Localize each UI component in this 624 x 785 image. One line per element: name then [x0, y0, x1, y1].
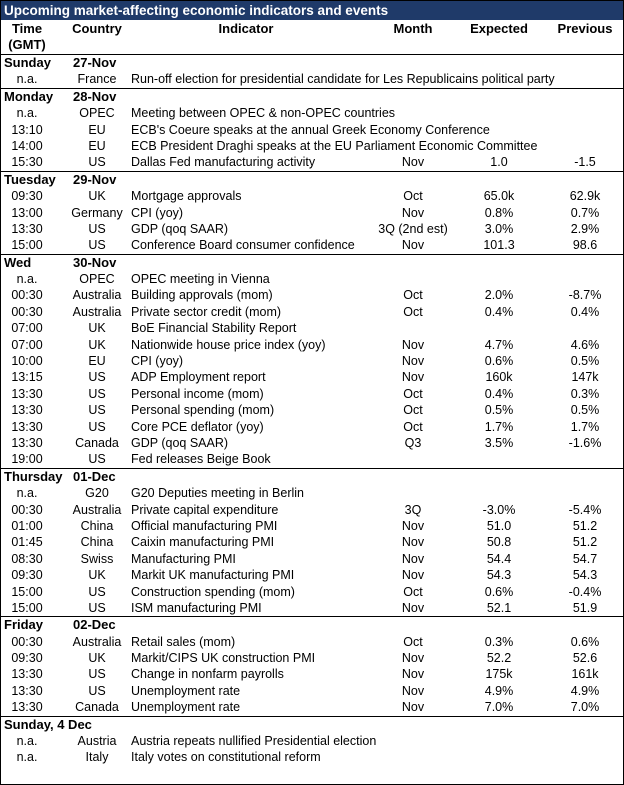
month-cell: Oct [403, 584, 423, 599]
table-row [1, 699, 623, 715]
indicator-cell: Personal spending (mom) [131, 403, 275, 418]
previous-cell: 51.2 [572, 535, 598, 550]
expected-cell: 0.5% [484, 403, 514, 418]
time-cell: 15:00 [11, 238, 43, 253]
header-indicator: Indicator [218, 21, 274, 36]
previous-cell: -1.5 [574, 155, 596, 170]
previous-cell: 2.9% [570, 221, 600, 236]
table-row [1, 205, 623, 221]
day-header-row [1, 469, 623, 485]
month-cell: Nov [401, 700, 425, 715]
time-cell: 00:30 [11, 288, 43, 303]
indicator-cell: Building approvals (mom) [131, 288, 273, 303]
previous-cell: 0.6% [570, 634, 600, 649]
country-cell: UK [88, 189, 106, 204]
country-cell: Canada [75, 700, 119, 715]
previous-cell: -8.7% [568, 288, 602, 303]
previous-cell: 54.7 [572, 551, 598, 566]
month-cell: 3Q (2nd est) [378, 221, 448, 236]
previous-cell: 4.9% [570, 683, 600, 698]
country-cell: US [88, 452, 106, 467]
indicator-cell: ADP Employment report [131, 370, 266, 385]
month-cell: Nov [401, 518, 425, 533]
time-cell: 13:30 [11, 667, 43, 682]
header-month: Month [393, 21, 433, 36]
country-cell: US [88, 238, 106, 253]
time-cell: 09:30 [11, 568, 43, 583]
date-label: 01-Dec [73, 468, 116, 484]
time-cell: 10:00 [11, 354, 43, 369]
time-cell: 15:30 [11, 155, 43, 170]
indicator-cell: Markit/CIPS UK construction PMI [131, 651, 316, 666]
month-cell: Oct [403, 288, 423, 303]
table-row [1, 502, 623, 518]
month-cell: Oct [403, 419, 423, 434]
table-row [1, 666, 623, 682]
indicator-cell: ECB President Draghi speaks at the EU Parliament Economic Committee [131, 138, 538, 153]
time-cell: 13:30 [11, 700, 43, 715]
month-cell: Oct [403, 189, 423, 204]
month-cell: Oct [403, 386, 423, 401]
month-cell: Nov [401, 535, 425, 550]
indicator-cell: Fed releases Beige Book [131, 452, 271, 467]
table-row [1, 320, 623, 336]
indicator-cell: ISM manufacturing PMI [131, 600, 262, 615]
month-cell: Nov [401, 683, 425, 698]
table-row [1, 749, 623, 765]
day-label: Thursday [4, 468, 63, 484]
country-cell: China [80, 518, 114, 533]
time-cell: 13:15 [11, 370, 43, 385]
table-row [1, 237, 623, 253]
indicator-cell: ECB's Coeure speaks at the annual Greek Economy Conference [131, 122, 490, 137]
day-label: Friday [4, 617, 44, 633]
country-cell: Australia [72, 304, 122, 319]
expected-cell: 2.0% [484, 288, 514, 303]
indicator-cell: Conference Board consumer confidence [131, 238, 355, 253]
time-cell: 13:30 [11, 683, 43, 698]
month-cell: Q3 [404, 435, 422, 450]
day-header-row [1, 617, 623, 633]
time-cell: 13:30 [11, 419, 43, 434]
month-cell: Nov [401, 667, 425, 682]
table-row [1, 188, 623, 204]
country-cell: US [88, 155, 106, 170]
time-cell: 08:30 [11, 551, 43, 566]
indicator-cell: OPEC meeting in Vienna [131, 272, 270, 287]
country-cell: Australia [72, 288, 122, 303]
day-section [1, 89, 623, 172]
expected-cell: 3.0% [484, 221, 514, 236]
indicator-cell: Mortgage approvals [131, 189, 242, 204]
month-cell: Nov [401, 238, 425, 253]
table-row [1, 122, 623, 138]
time-cell: 07:00 [11, 337, 43, 352]
day-label: Wed [4, 254, 32, 270]
country-cell: France [77, 72, 117, 87]
table-row [1, 386, 623, 402]
indicator-cell: Change in nonfarm payrolls [131, 667, 284, 682]
time-cell: 19:00 [11, 452, 43, 467]
country-cell: US [88, 600, 106, 615]
expected-cell: 101.3 [483, 238, 515, 253]
time-cell: n.a. [16, 734, 38, 749]
header-time: Time [11, 21, 43, 36]
country-cell: Canada [75, 435, 119, 450]
month-cell: Oct [403, 403, 423, 418]
time-cell: n.a. [16, 106, 38, 121]
country-cell: EU [88, 354, 106, 369]
previous-cell: 0.3% [570, 386, 600, 401]
expected-cell: 3.5% [484, 435, 514, 450]
indicator-cell: Manufacturing PMI [131, 551, 236, 566]
table-row [1, 435, 623, 451]
expected-cell: 0.6% [484, 354, 514, 369]
country-cell: UK [88, 651, 106, 666]
country-cell: US [88, 419, 106, 434]
table-row [1, 451, 623, 467]
indicator-cell: G20 Deputies meeting in Berlin [131, 486, 305, 501]
indicator-cell: Nationwide house price index (yoy) [131, 337, 326, 352]
previous-cell: 0.4% [570, 304, 600, 319]
expected-cell: 0.4% [484, 386, 514, 401]
expected-cell: 51.0 [486, 518, 512, 533]
day-section [1, 172, 623, 255]
month-cell: Nov [401, 205, 425, 220]
day-label: Tuesday [4, 171, 56, 187]
indicator-cell: Austria repeats nullified Presidential election [131, 734, 377, 749]
country-cell: China [80, 535, 114, 550]
indicator-cell: Caixin manufacturing PMI [131, 535, 275, 550]
month-cell: Nov [401, 651, 425, 666]
indicator-cell: Core PCE deflator (yoy) [131, 419, 264, 434]
time-cell: n.a. [16, 72, 38, 87]
country-cell: Australia [72, 502, 122, 517]
month-cell: Nov [401, 600, 425, 615]
previous-cell: 1.7% [570, 419, 600, 434]
indicator-cell: Unemployment rate [131, 700, 241, 715]
time-cell: 15:00 [11, 584, 43, 599]
time-cell: 09:30 [11, 189, 43, 204]
previous-cell: 0.5% [570, 354, 600, 369]
date-label: 02-Dec [73, 617, 116, 633]
table-row [1, 485, 623, 501]
time-cell: 13:30 [11, 221, 43, 236]
month-cell: Nov [401, 370, 425, 385]
expected-cell: 4.7% [484, 337, 514, 352]
indicator-cell: Retail sales (mom) [131, 634, 236, 649]
header-previous: Previous [557, 21, 613, 36]
expected-cell: 175k [485, 667, 513, 682]
country-cell: US [88, 584, 106, 599]
date-label: 28-Nov [73, 88, 117, 104]
country-cell: Australia [72, 634, 122, 649]
expected-cell: 1.7% [484, 419, 514, 434]
previous-cell: -0.4% [568, 584, 602, 599]
date-label: 27-Nov [73, 55, 117, 70]
indicator-cell: CPI (yoy) [131, 205, 184, 220]
indicator-cell: Private capital expenditure [131, 502, 279, 517]
indicator-cell: Unemployment rate [131, 683, 241, 698]
country-cell: EU [88, 138, 106, 153]
previous-cell: 4.6% [570, 337, 600, 352]
month-cell: Oct [403, 304, 423, 319]
day-header-row [1, 55, 623, 71]
expected-cell: 4.9% [484, 683, 514, 698]
month-cell: Nov [401, 551, 425, 566]
table-row [1, 71, 623, 87]
expected-cell: 0.3% [484, 634, 514, 649]
country-cell: UK [88, 321, 106, 336]
expected-cell: 65.0k [483, 189, 515, 204]
indicator-cell: Markit UK manufacturing PMI [131, 568, 295, 583]
country-cell: OPEC [79, 106, 115, 121]
table-row [1, 369, 623, 385]
table-row [1, 634, 623, 650]
time-cell: 00:30 [11, 304, 43, 319]
table-row [1, 518, 623, 534]
indicator-cell: GDP (qoq SAAR) [131, 221, 229, 236]
time-cell: 15:00 [11, 600, 43, 615]
day-header-row [1, 255, 623, 271]
month-cell: 3Q [404, 502, 422, 517]
indicator-cell: CPI (yoy) [131, 354, 184, 369]
country-cell: US [88, 403, 106, 418]
day-section [1, 255, 623, 469]
expected-cell: 160k [485, 370, 513, 385]
column-header-row [1, 20, 623, 55]
country-cell: OPEC [79, 272, 115, 287]
expected-cell: 54.4 [486, 551, 512, 566]
country-cell: UK [88, 568, 106, 583]
day-section [1, 717, 623, 766]
month-cell: Oct [403, 634, 423, 649]
day-label: Sunday, 4 Dec [4, 716, 92, 732]
month-cell: Nov [401, 568, 425, 583]
indicator-cell: Construction spending (mom) [131, 584, 295, 599]
time-cell: n.a. [16, 486, 38, 501]
expected-cell: 52.2 [486, 651, 512, 666]
month-cell: Nov [401, 354, 425, 369]
time-cell: 14:00 [11, 138, 43, 153]
previous-cell: 54.3 [572, 568, 598, 583]
month-cell: Nov [401, 337, 425, 352]
previous-cell: -5.4% [568, 502, 602, 517]
indicator-cell: GDP (qoq SAAR) [131, 435, 229, 450]
country-cell: Swiss [80, 551, 114, 566]
table-row [1, 567, 623, 583]
indicator-cell: Run-off election for presidential candidate for Les Republicains political party [131, 72, 555, 87]
country-cell: EU [88, 122, 106, 137]
previous-cell: 51.2 [572, 518, 598, 533]
table-row [1, 287, 623, 303]
previous-cell: 98.6 [572, 238, 598, 253]
expected-cell: 7.0% [484, 700, 514, 715]
table-row [1, 221, 623, 237]
day-header-row [1, 717, 623, 733]
indicator-cell: Personal income (mom) [131, 386, 264, 401]
previous-cell: 0.5% [570, 403, 600, 418]
time-cell: 01:45 [11, 535, 43, 550]
indicator-cell: Meeting between OPEC & non-OPEC countries [131, 106, 396, 121]
table-row [1, 733, 623, 749]
country-cell: Austria [77, 734, 117, 749]
day-label: Sunday [4, 55, 51, 70]
day-label: Monday [4, 88, 54, 104]
header-country: Country [72, 21, 122, 36]
indicator-cell: Dallas Fed manufacturing activity [131, 155, 316, 170]
time-cell: n.a. [16, 750, 38, 765]
expected-cell: 0.4% [484, 304, 514, 319]
day-header-row [1, 89, 623, 105]
expected-cell: 54.3 [486, 568, 512, 583]
table-row [1, 402, 623, 418]
country-cell: Italy [85, 750, 109, 765]
date-label: 30-Nov [73, 254, 117, 270]
month-cell: Nov [401, 155, 425, 170]
previous-cell: 147k [571, 370, 599, 385]
country-cell: US [88, 667, 106, 682]
time-cell: 13:30 [11, 386, 43, 401]
previous-cell: 7.0% [570, 700, 600, 715]
country-cell: G20 [85, 486, 109, 501]
time-cell: 00:30 [11, 634, 43, 649]
previous-cell: 51.9 [572, 600, 598, 615]
expected-cell: 52.1 [486, 600, 512, 615]
expected-cell: 1.0 [490, 155, 508, 170]
table-body [1, 55, 623, 766]
table-row [1, 683, 623, 699]
table-row [1, 271, 623, 287]
time-cell: 13:30 [11, 403, 43, 418]
table-row [1, 650, 623, 666]
table-row [1, 551, 623, 567]
day-section [1, 469, 623, 618]
expected-cell: 0.8% [484, 205, 514, 220]
table-row [1, 584, 623, 600]
time-cell: 07:00 [11, 321, 43, 336]
indicator-cell: Italy votes on constitutional reform [131, 750, 321, 765]
time-cell: 01:00 [11, 518, 43, 533]
indicator-cell: Official manufacturing PMI [131, 518, 278, 533]
day-header-row [1, 172, 623, 188]
time-cell: 13:30 [11, 435, 43, 450]
table-row [1, 138, 623, 154]
expected-cell: 0.6% [484, 584, 514, 599]
time-cell: 13:00 [11, 205, 43, 220]
table-row [1, 600, 623, 616]
table-row [1, 534, 623, 550]
previous-cell: 0.7% [570, 205, 600, 220]
table-row [1, 353, 623, 369]
table-title: Upcoming market-affecting economic indicators and events [1, 1, 623, 20]
previous-cell: 52.6 [572, 651, 598, 666]
table-row [1, 419, 623, 435]
time-cell: 00:30 [11, 502, 43, 517]
indicator-cell: Private sector credit (mom) [131, 304, 282, 319]
country-cell: Germany [71, 205, 123, 220]
expected-cell: -3.0% [482, 502, 516, 517]
table-row [1, 304, 623, 320]
table-row [1, 154, 623, 170]
day-section [1, 55, 623, 89]
table-row [1, 337, 623, 353]
time-cell: 13:10 [11, 122, 43, 137]
indicator-cell: BoE Financial Stability Report [131, 321, 297, 336]
country-cell: UK [88, 337, 106, 352]
day-section [1, 617, 623, 716]
header-time-unit: (GMT) [8, 37, 46, 52]
country-cell: US [88, 370, 106, 385]
country-cell: US [88, 683, 106, 698]
time-cell: 09:30 [11, 651, 43, 666]
date-label: 29-Nov [73, 171, 117, 187]
previous-cell: 62.9k [569, 189, 601, 204]
expected-cell: 50.8 [486, 535, 512, 550]
country-cell: US [88, 386, 106, 401]
previous-cell: 161k [571, 667, 599, 682]
table-row [1, 105, 623, 121]
time-cell: n.a. [16, 272, 38, 287]
previous-cell: -1.6% [568, 435, 602, 450]
header-expected: Expected [470, 21, 528, 36]
country-cell: US [88, 221, 106, 236]
